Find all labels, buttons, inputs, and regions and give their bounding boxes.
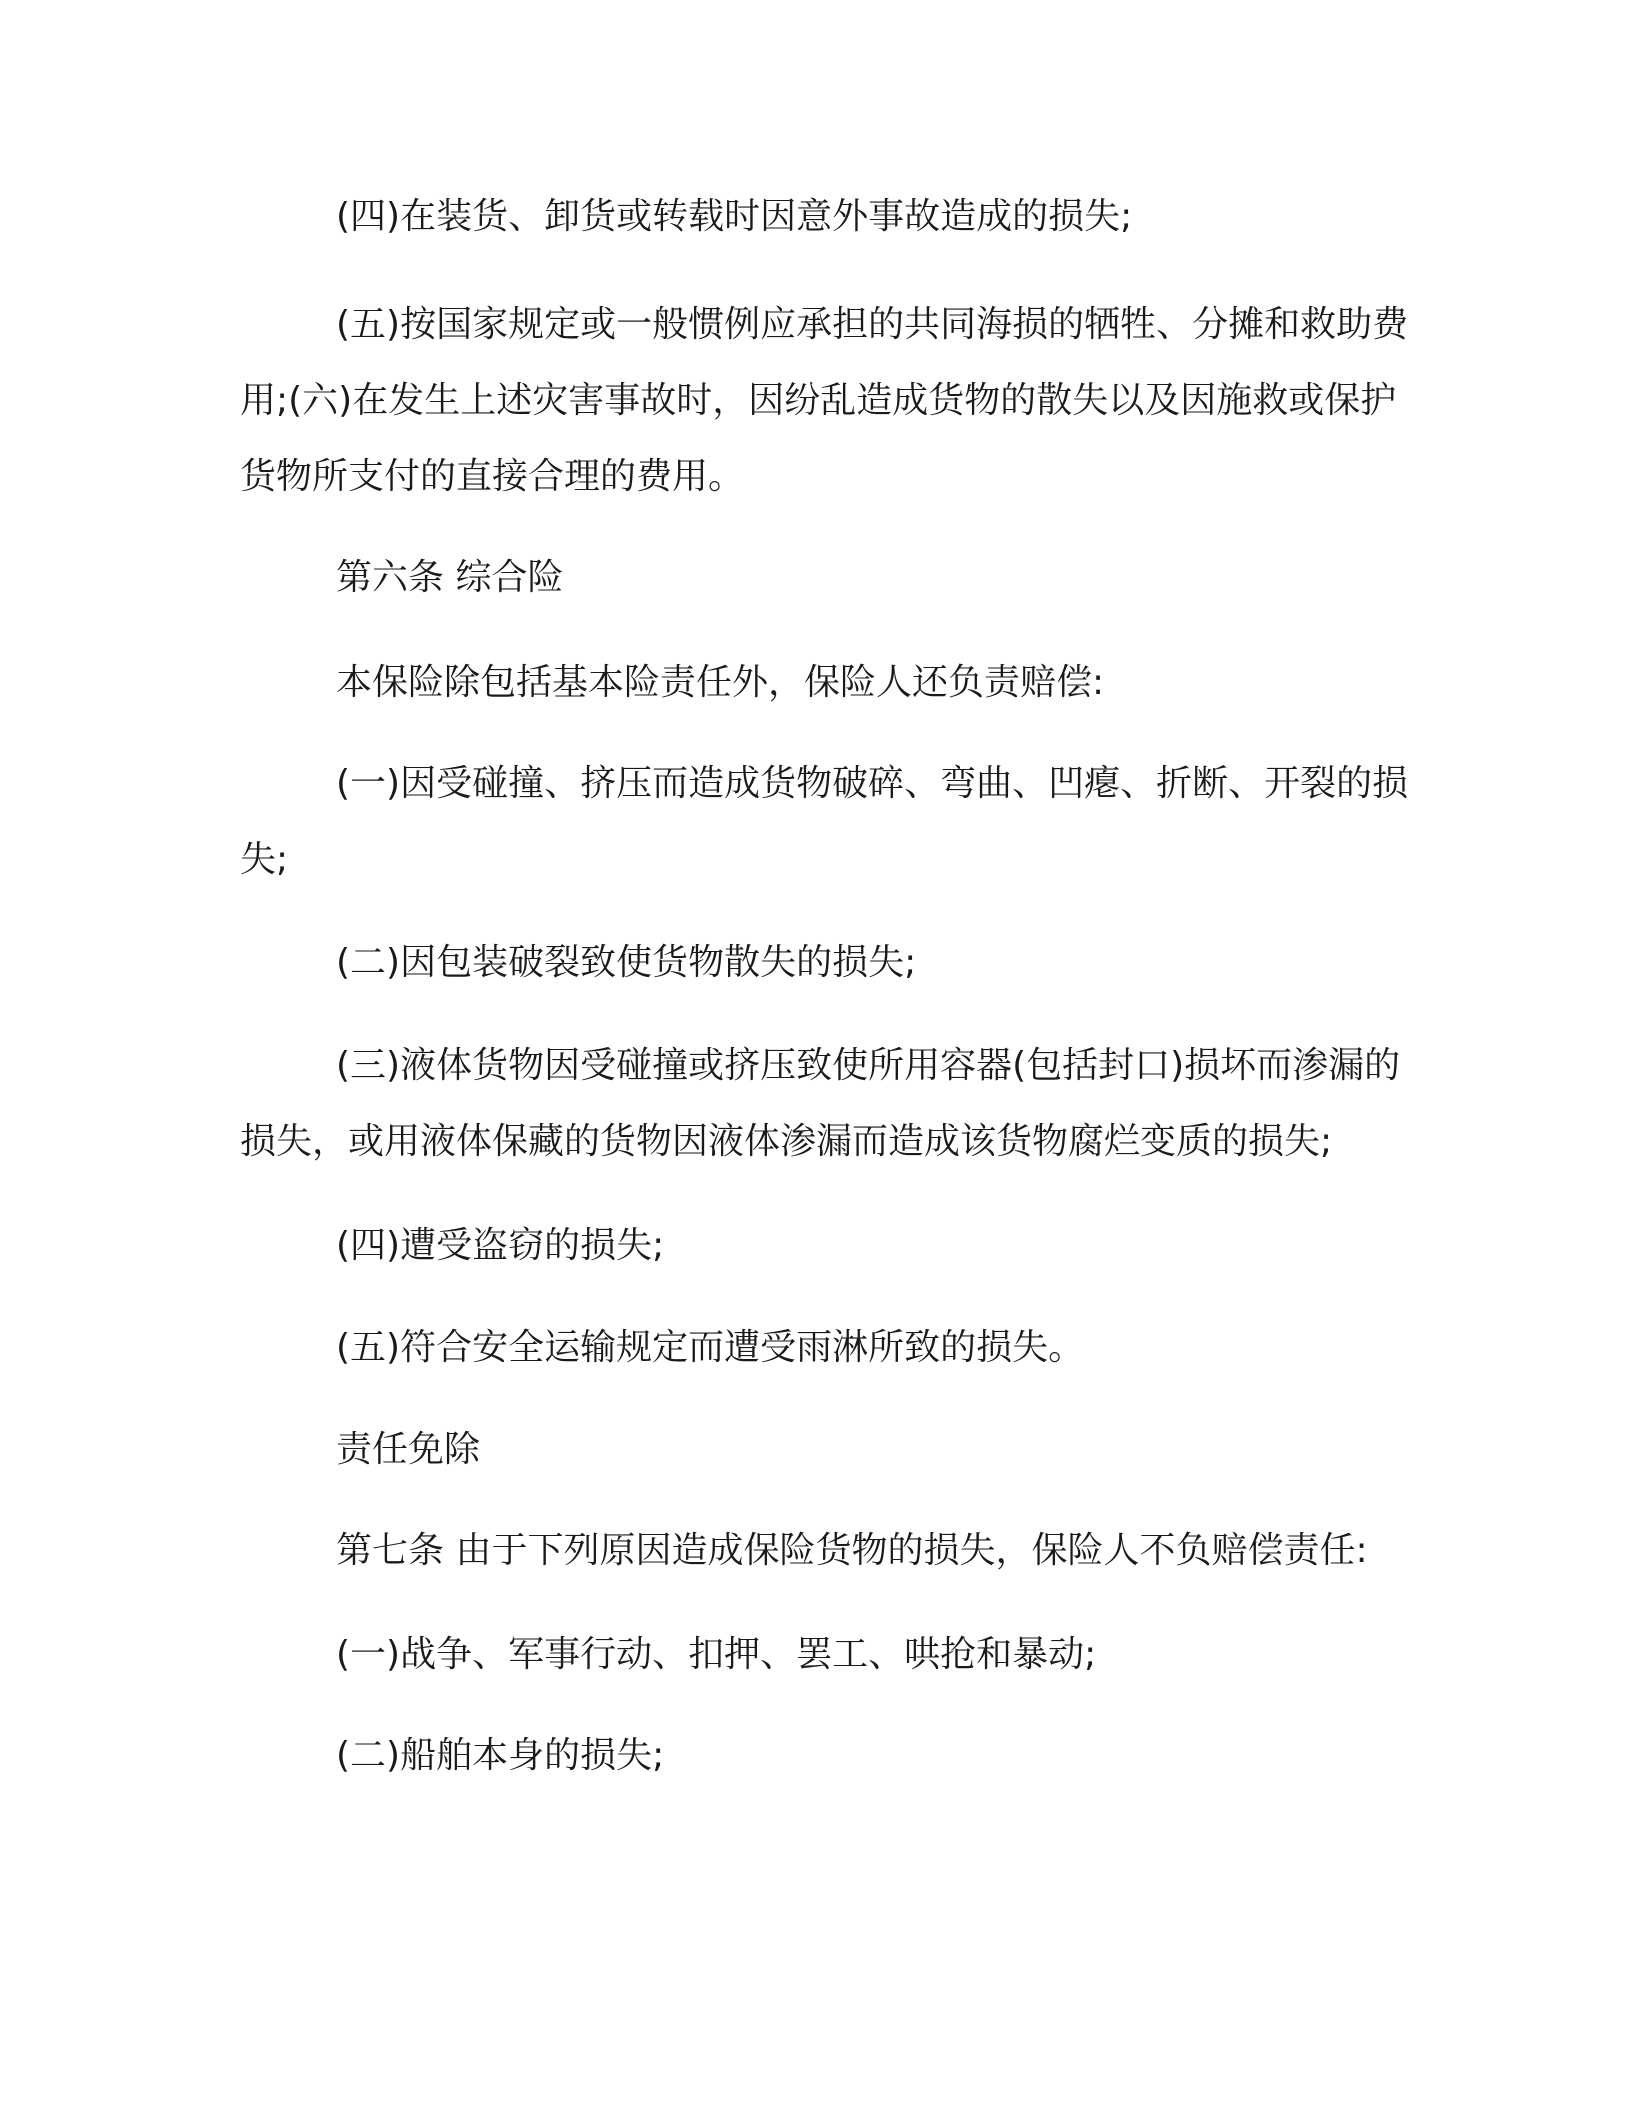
- paragraph-item-3-liquid-leak: (三)液体货物因受碰撞或挤压致使所用容器(包括封口)损坏而渗漏的损失，或用液体保藏的货物因液体渗漏而造成该货物腐烂变质的损失;: [240, 1045, 1401, 1162]
- section-heading-exclusions: 责任免除: [336, 1429, 481, 1470]
- paragraph-comprehensive-intro: 本保险除包括基本险责任外，保险人还负责赔偿:: [336, 662, 1105, 703]
- paragraph-item-1-collision: (一)因受碰撞、挤压而造成货物破碎、弯曲、凹瘪、折断、开裂的损失;: [240, 763, 1409, 880]
- paragraph-item-2-packaging: (二)因包装破裂致使货物散失的损失;: [336, 942, 917, 983]
- paragraph-exclusion-item-1-war: (一)战争、军事行动、扣押、罢工、哄抢和暴动;: [336, 1634, 1097, 1675]
- paragraph-exclusion-item-2-ship-loss: (二)船舶本身的损失;: [336, 1735, 665, 1776]
- section-heading-article-6: 第六条 综合险: [336, 557, 564, 598]
- paragraph-item-4-loading-loss: (四)在装货、卸货或转载时因意外事故造成的损失;: [336, 196, 1133, 237]
- paragraph-article-7: 第七条 由于下列原因造成保险货物的损失，保险人不负赔偿责任:: [336, 1530, 1368, 1571]
- paragraph-item-5-general-average: (五)按国家规定或一般惯例应承担的共同海损的牺牲、分摊和救助费用;(六)在发生上述灾害事故时，因纷乱造成货物的散失以及因施救或保护货物所支付的直接合理的费用。: [240, 304, 1409, 497]
- paragraph-item-4-theft: (四)遭受盗窃的损失;: [336, 1225, 665, 1266]
- paragraph-item-5-rain: (五)符合安全运输规定而遭受雨淋所致的损失。: [336, 1327, 1085, 1368]
